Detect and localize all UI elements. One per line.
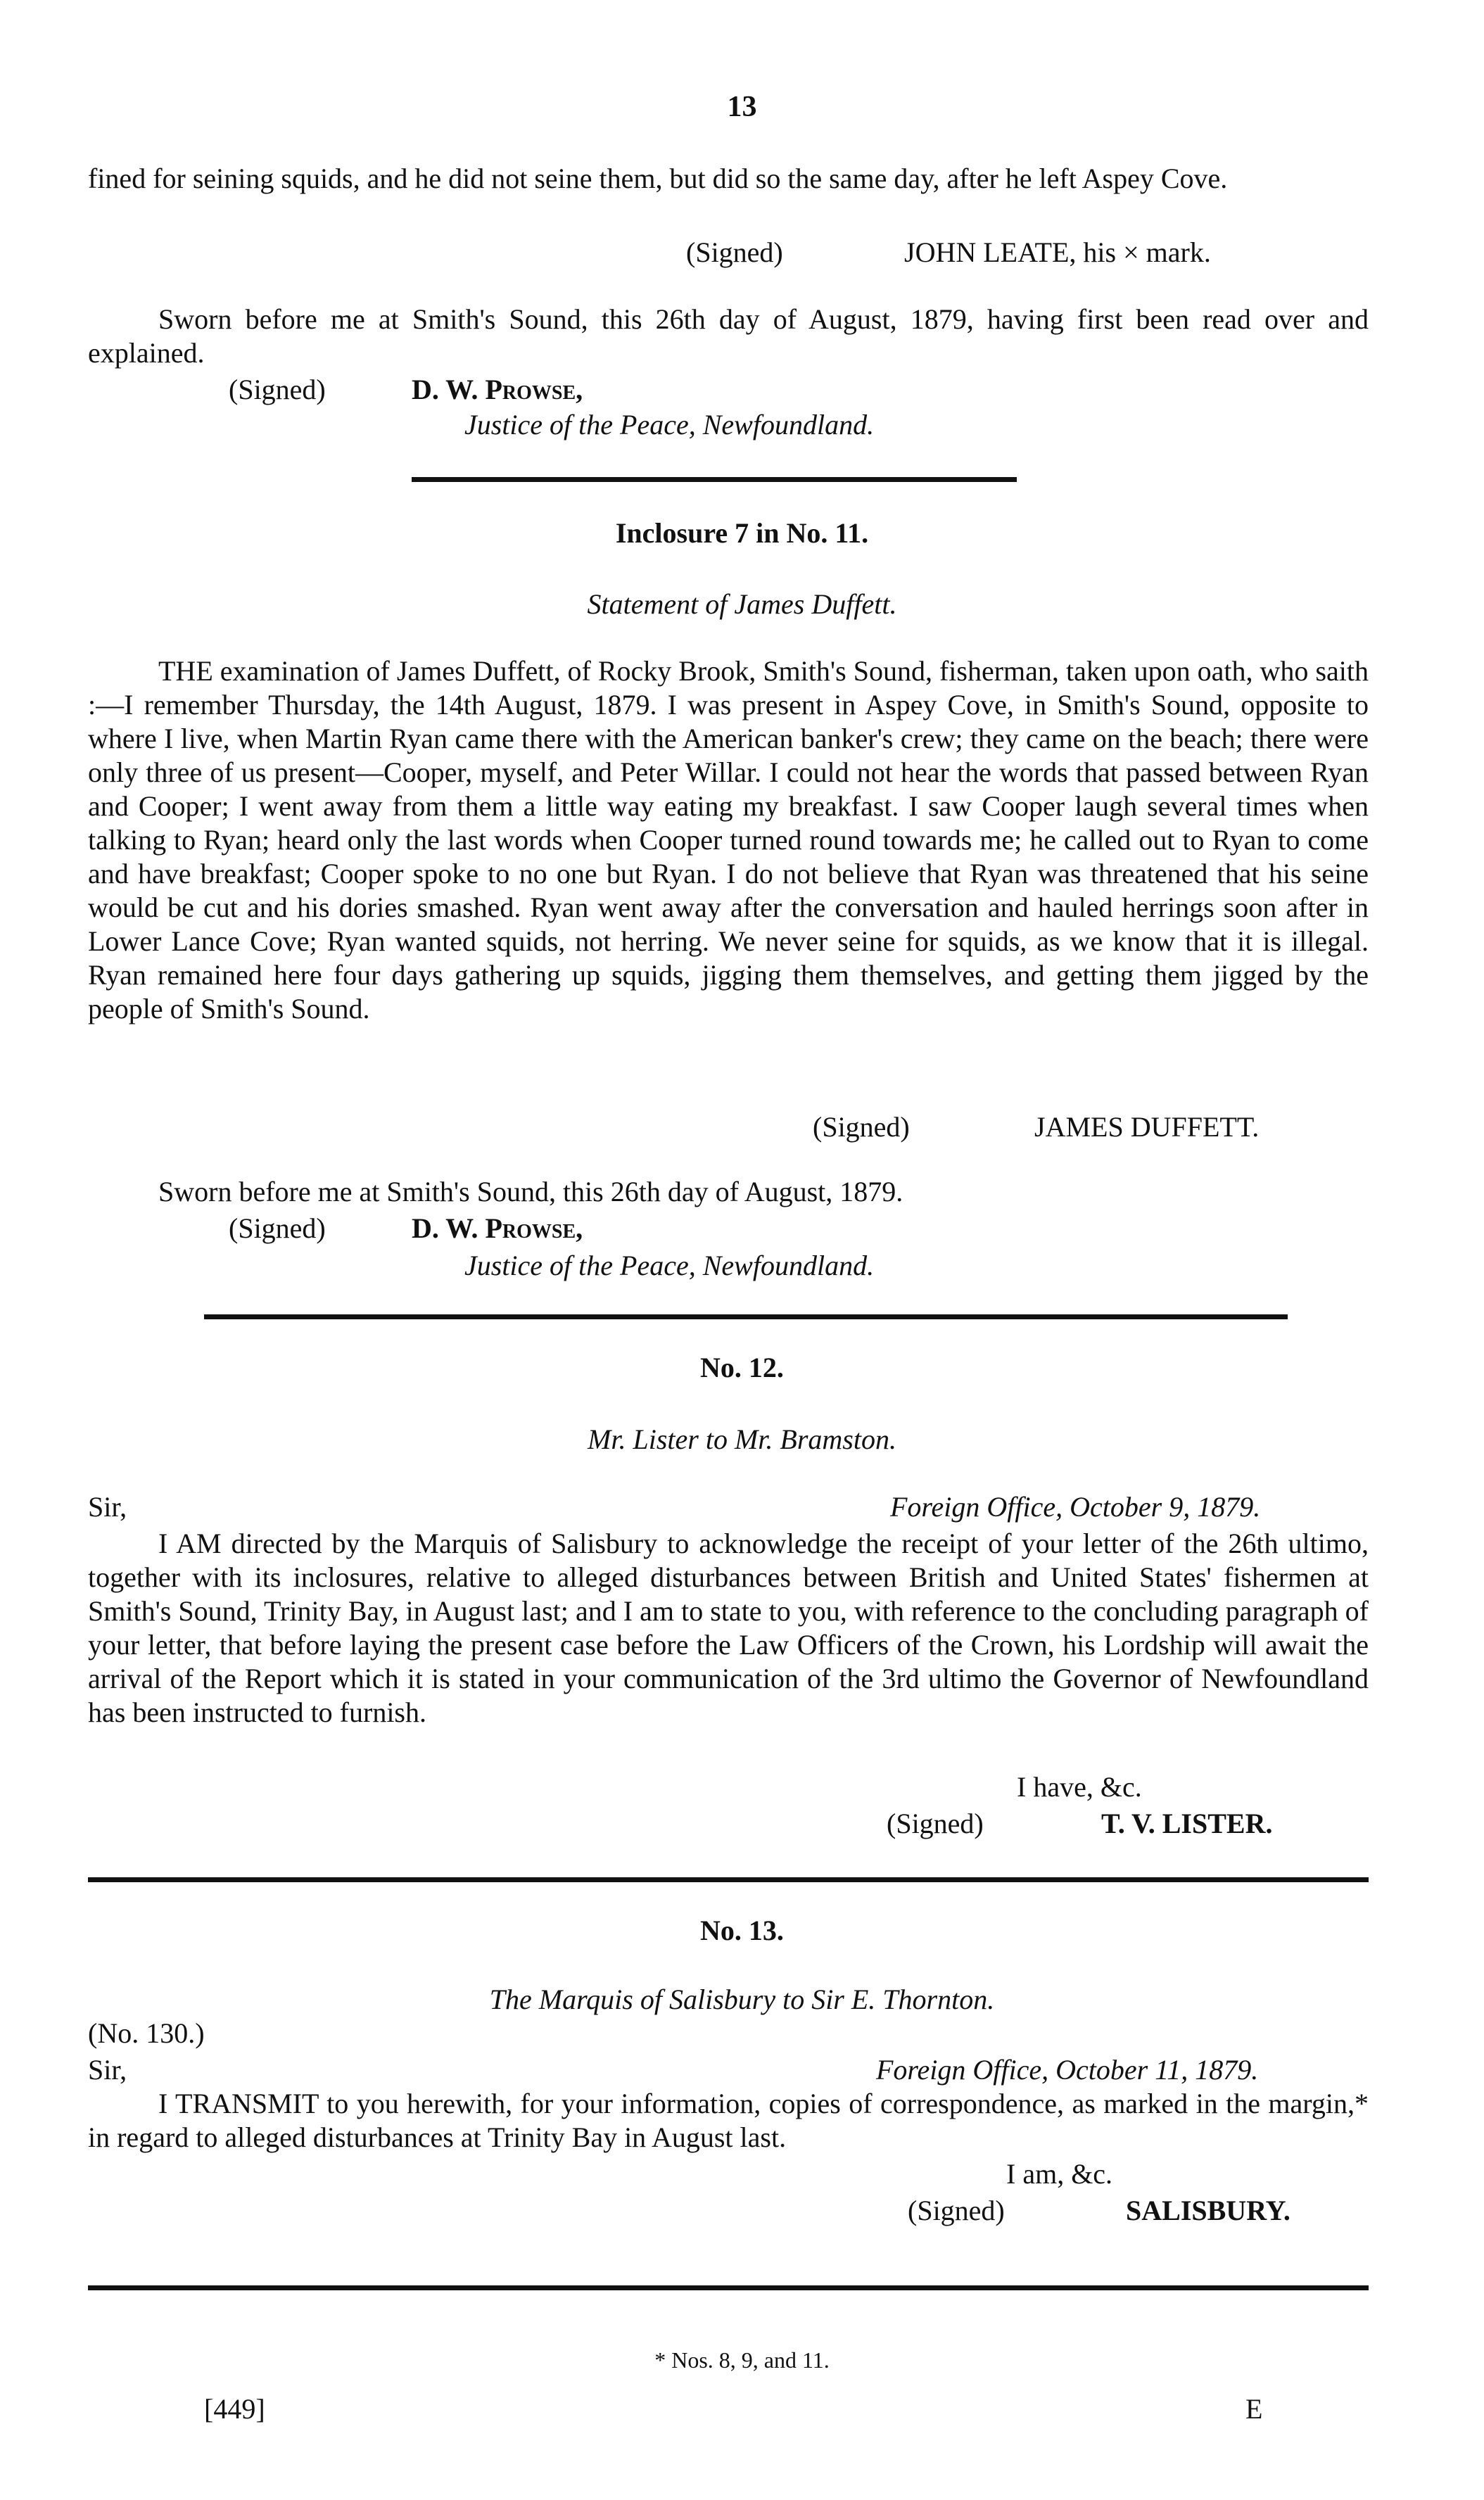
no13-signed-label: (Signed) — [908, 2195, 1005, 2226]
inclosure-subheading: Statement of James Duffett. — [587, 588, 897, 620]
leate-justice-signed: (Signed) — [229, 374, 326, 405]
no12-paragraph: I AM directed by the Marquis of Salisbury to acknowledge the receipt of your letter of the 26th ultimo, together with its inclosures, relative to alleged disturbances between British and United States' fishermen at Smith's Sound, Trinity Bay, in August last; and I am to state to you, with reference to the concluding paragraph of your letter, that before laying the present case before the Law Officers of the Crown, his Lordship will await the arrival of the Report which it is stated in your communication of the 3rd ultimo the Governor of Newfoundland has been instructed to furnish. — [88, 1528, 1369, 1728]
leate-paragraph: fined for seining squids, and he did not seine them, but did so the same day, after he left Aspey Cove. — [88, 163, 1228, 194]
leate-signature: JOHN LEATE, his × mark. — [904, 236, 1211, 268]
no13-subheading: The Marquis of Salisbury to Sir E. Thornton. — [489, 1984, 995, 2015]
duffett-justice-signed: (Signed) — [229, 1212, 326, 1244]
no13-dateline: Foreign Office, October 11, 1879. — [876, 2054, 1259, 2086]
duffett-signature: JAMES DUFFETT. — [1034, 1111, 1260, 1143]
no12-dateline: Foreign Office, October 9, 1879. — [890, 1491, 1261, 1523]
leate-justice-title: Justice of the Peace, Newfoundland. — [464, 409, 875, 440]
no12-closing: I have, &c. — [1017, 1771, 1142, 1803]
duffett-sworn: Sworn before me at Smith's Sound, this 26th day of August, 1879. — [158, 1176, 903, 1207]
leate-justice-name: D. W. Prowse, — [412, 374, 583, 405]
divider-4 — [88, 2285, 1369, 2290]
no12-heading: No. 12. — [700, 1352, 784, 1383]
leate-signed-label: (Signed) — [686, 236, 783, 268]
footnote: * Nos. 8, 9, and 11. — [654, 2347, 830, 2373]
divider-3 — [88, 1877, 1369, 1882]
no13-heading: No. 13. — [700, 1915, 784, 1946]
page-number: 13 — [727, 91, 757, 123]
no12-salutation: Sir, — [88, 1491, 127, 1523]
no13-paragraph: I TRANSMIT to you herewith, for your information, copies of correspondence, as marked in the margin,* in regard to alleged disturbances at Trinity Bay in August last. — [88, 2088, 1369, 2153]
no13-closing: I am, &c. — [1006, 2158, 1113, 2190]
no12-signature: T. V. LISTER. — [1101, 1808, 1273, 1839]
inclosure-heading: Inclosure 7 in No. 11. — [615, 517, 869, 549]
no13-salutation: Sir, — [88, 2054, 127, 2086]
duffett-justice-name: D. W. Prowse, — [412, 1212, 583, 1244]
no12-signed-label: (Signed) — [887, 1808, 984, 1839]
leate-sworn: Sworn before me at Smith's Sound, this 26th day of August, 1879, having first been read over and explained. — [88, 303, 1369, 369]
no13-signature: SALISBURY. — [1126, 2195, 1290, 2226]
no12-subheading: Mr. Lister to Mr. Bramston. — [588, 1423, 896, 1455]
signature-mark: E — [1245, 2393, 1263, 2425]
divider-2 — [204, 1314, 1288, 1319]
no13-ref-no: (No. 130.) — [88, 2017, 205, 2049]
duffett-signed-label: (Signed) — [813, 1111, 910, 1143]
duffett-justice-title: Justice of the Peace, Newfoundland. — [464, 1250, 875, 1281]
duffett-paragraph: THE examination of James Duffett, of Rocky Brook, Smith's Sound, fisherman, taken upon oath, who saith :—I remember Thursday, the 14th August, 1879. I was present in Aspey Cove, in Smith's Sound, opposite to where I live, when Martin Ryan came there with the American banker's crew; they came on the beach; there were only three of us present—Cooper, myself, and Peter Willar. I could not hear the words that passed between Ryan and Cooper; I went away from them a little way eating my breakfast. I saw Cooper laugh several times when talking to Ryan; heard only the last words when Cooper turned round towards me; he called out to Ryan to come and have breakfast; Cooper spoke to no one but Ryan. I do not believe that Ryan was threatened that his seine would be cut and his dories smashed. Ryan went away after the conversation and hauled herrings soon after in Lower Lance Cove; Ryan wanted squids, not herring. We never seine for squids, as we know that it is illegal. Ryan remained here four days gathering up squids, jigging them themselves, and getting them jigged by the people of Smith's Sound. — [88, 655, 1369, 1024]
divider-1 — [412, 477, 1017, 482]
print-reference: [449] — [204, 2393, 265, 2425]
